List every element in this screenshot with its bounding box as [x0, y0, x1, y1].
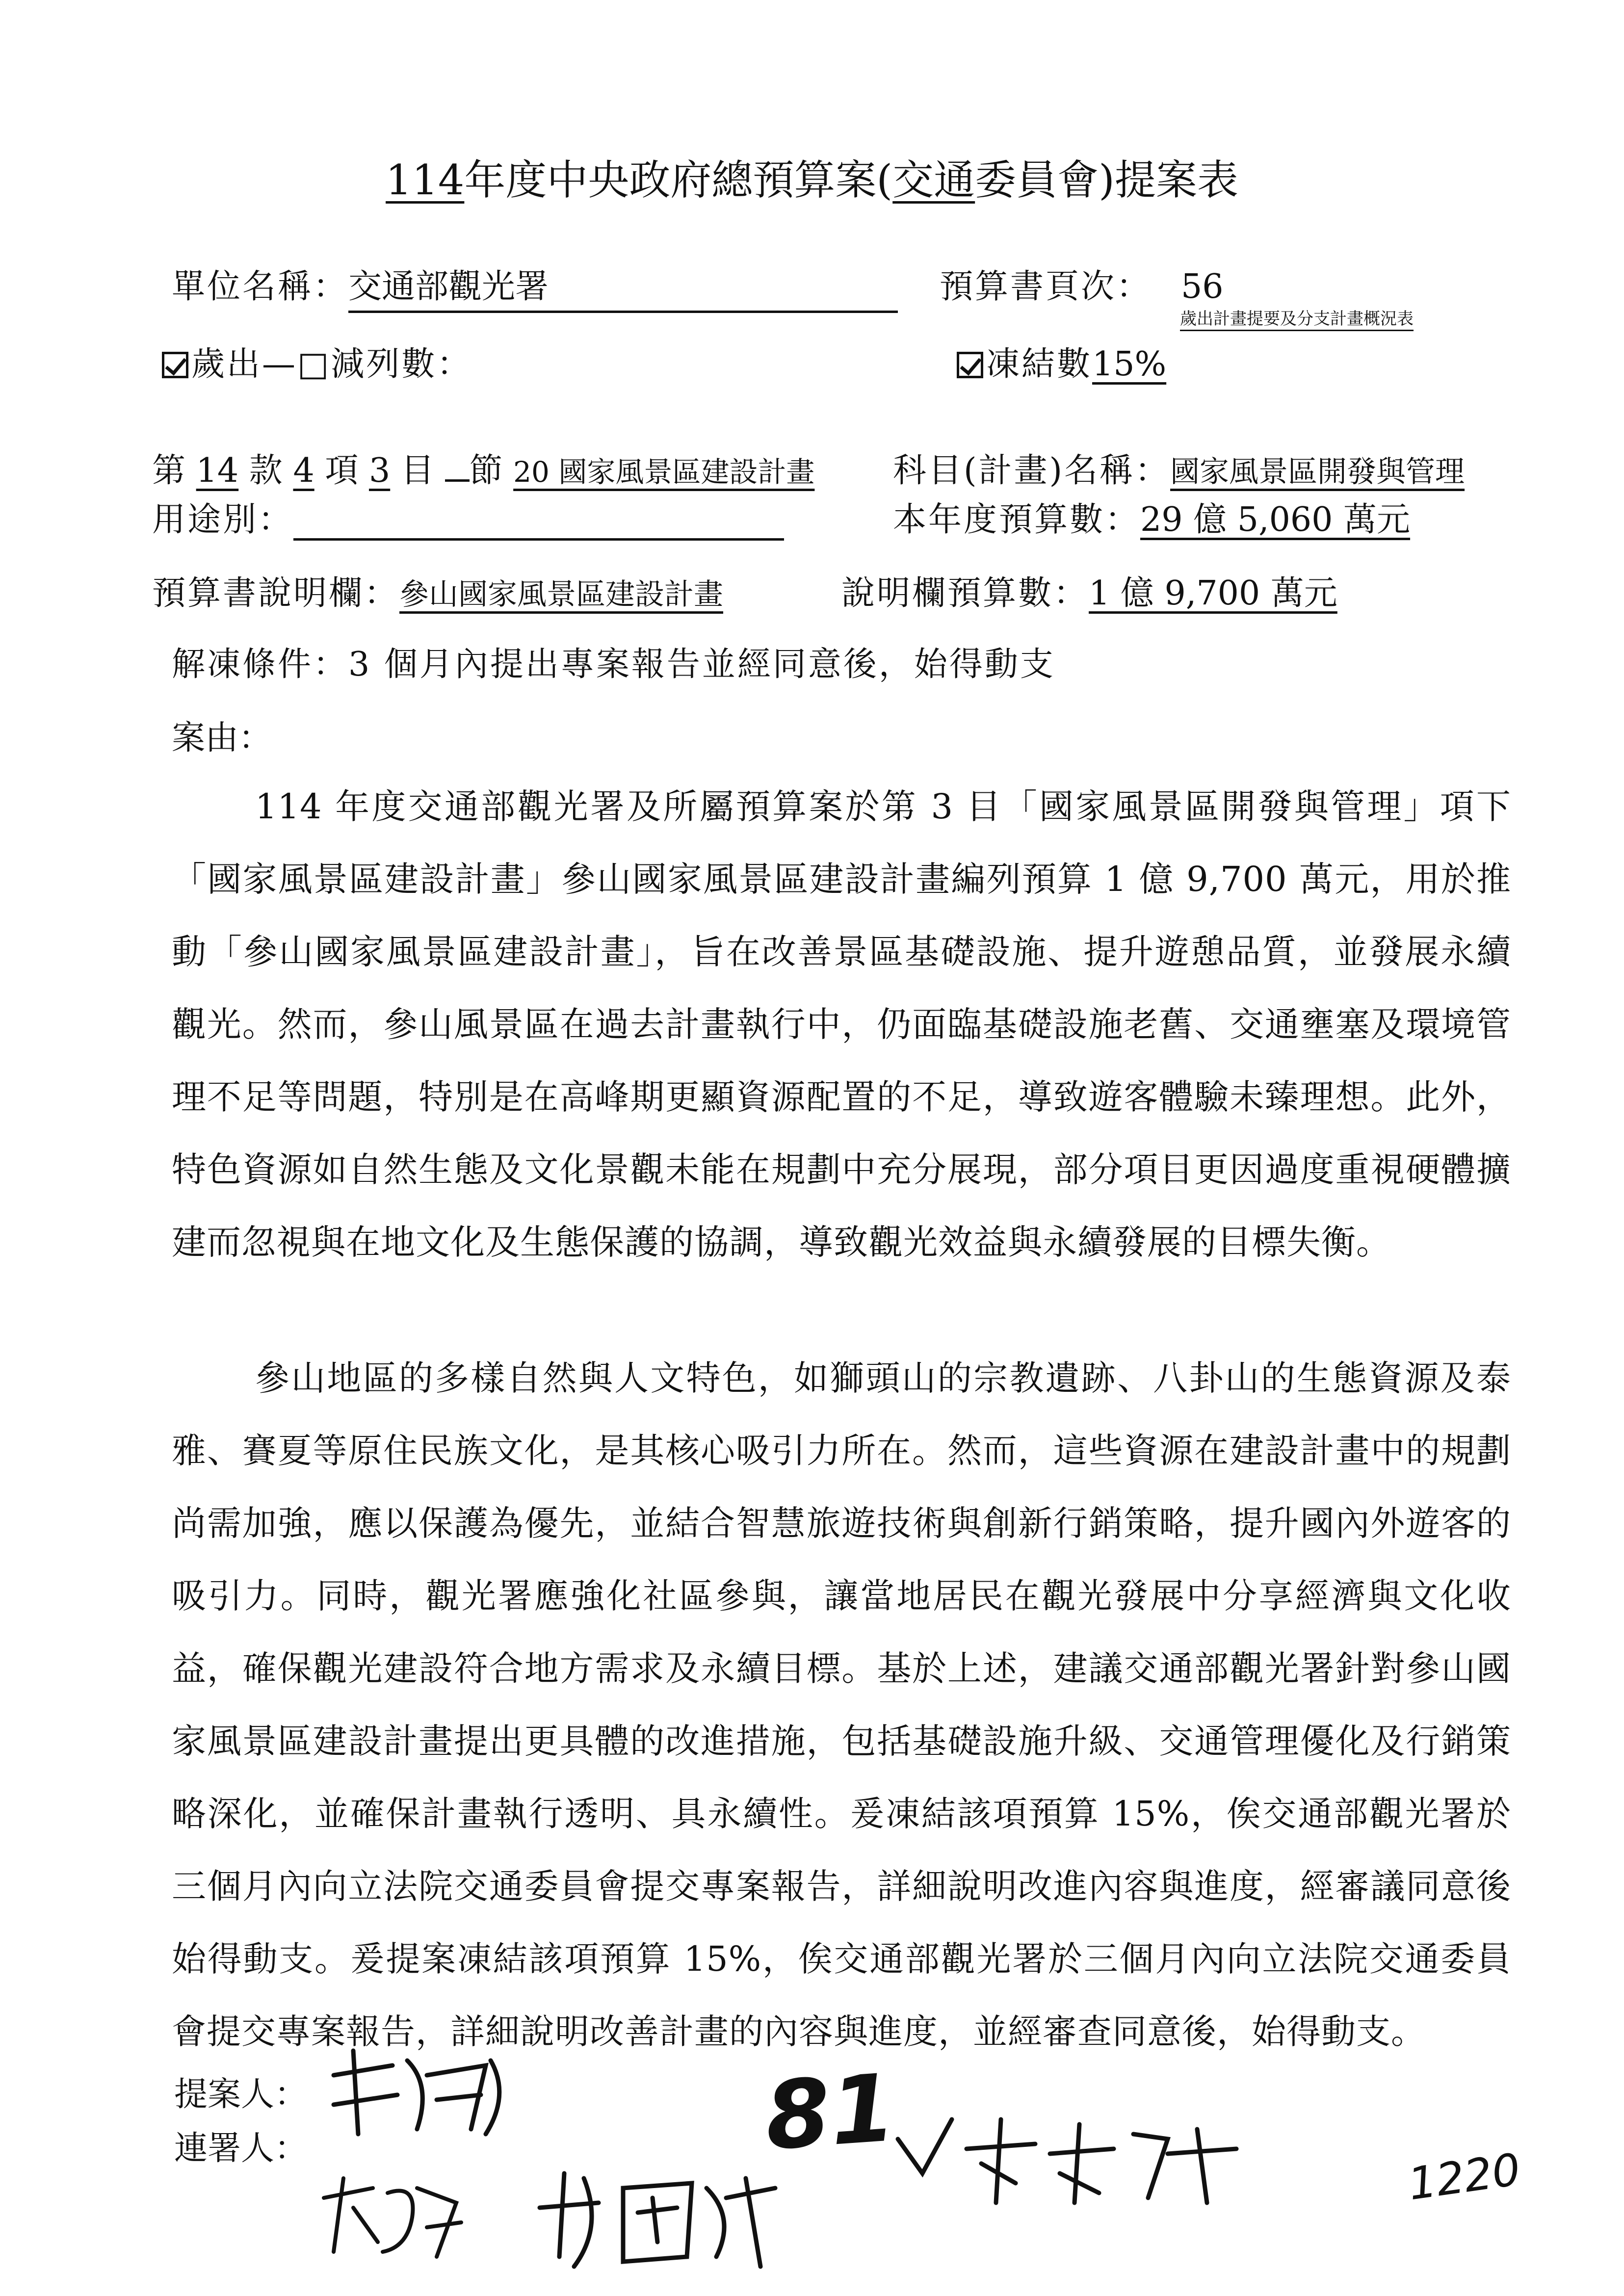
- proposer-signature: [324, 2046, 520, 2144]
- title-text-pre: 年度中央政府總預算案(: [464, 156, 893, 204]
- cosigner-signature-2: [530, 2159, 785, 2276]
- form-title: [0, 147, 1624, 207]
- usage-blank: [293, 505, 784, 541]
- page-note: 1220: [1405, 2143, 1524, 2211]
- section-mu-label: 目: [400, 451, 434, 490]
- explain-budget-label: 說明欄預算數：: [841, 574, 1089, 613]
- annual-budget-field: [893, 493, 1410, 541]
- section-xiang: 4: [293, 451, 314, 490]
- explain-budget-field: [841, 567, 1337, 614]
- section-jie-value: 20 國家風景區建設計畫: [513, 455, 815, 489]
- subject-label: 科目(計畫)名稱：: [893, 451, 1171, 490]
- title-year: 114: [386, 156, 465, 204]
- usage-label: 用途別：: [152, 500, 294, 539]
- section-kuan: 14: [196, 451, 239, 490]
- budget-page-label: 預算書頁次：: [940, 267, 1152, 306]
- subject-field: [893, 444, 1465, 492]
- annual-budget-value: 29 億 5,060 萬元: [1140, 500, 1411, 539]
- unit-value: 交通部觀光署: [348, 260, 898, 313]
- cosigner-signature-1: [314, 2168, 471, 2267]
- subject-value: 國家風景區開發與管理: [1170, 455, 1465, 489]
- unfreeze-field: [172, 638, 1055, 685]
- title-text-post: 委員會)提案表: [975, 156, 1238, 204]
- budget-page-field: [940, 260, 1224, 308]
- reduction-label: 歲出—□減列數：: [191, 345, 472, 384]
- reduction-checkbox[interactable]: [162, 352, 188, 378]
- unfreeze-label: 解凍條件：: [172, 645, 349, 684]
- usage-field: [152, 493, 784, 541]
- cosigner-signature-3: [893, 2110, 1246, 2208]
- budget-page-value: 56: [1181, 267, 1224, 306]
- section-jie-label: 節: [469, 451, 503, 490]
- freeze-label: 凍結數: [986, 345, 1093, 384]
- explain-field: [152, 567, 723, 614]
- title-committee: 交通: [892, 156, 975, 204]
- explain-label: 預算書說明欄：: [152, 574, 400, 613]
- proposer-label: 提案人：: [174, 2075, 308, 2114]
- annual-budget-label: 本年度預算數：: [893, 500, 1141, 539]
- handwritten-number: 81: [761, 2054, 899, 2171]
- case-label: 案由：: [172, 719, 272, 757]
- section-blank: [445, 476, 470, 482]
- budget-page-note-text: 歲出計畫提要及分支計畫概況表: [1180, 309, 1414, 331]
- section-xiang-label: 項: [325, 451, 359, 490]
- unit-label: 單位名稱：: [172, 267, 349, 306]
- explain-value: 參山國家風景區建設計畫: [399, 577, 724, 612]
- section-prefix: 第: [152, 451, 186, 490]
- section-mu: 3: [368, 451, 391, 490]
- freeze-field: [957, 338, 1166, 385]
- freeze-checkbox[interactable]: [957, 352, 983, 378]
- unfreeze-value: 3 個月內提出專案報告並經同意後，始得動支: [348, 645, 1055, 684]
- explain-budget-value: 1 億 9,700 萬元: [1089, 574, 1337, 613]
- reduction-field: [162, 338, 472, 385]
- section-kuan-label: 款: [249, 451, 283, 490]
- cosigner-label: 連署人：: [174, 2129, 308, 2168]
- case-paragraph-1: 114 年度交通部觀光署及所屬預算案於第 3 目「國家風景區開發與管理」項下「國家風景區建設計畫」參山國家風景區建設計畫編列預算 1 億 9,700 萬元，用於推動「參山國家風景區建設計畫」，旨在改善景區基礎設施、提升遊憩品質，並發展永續觀光。然而，參山風景區在過去計畫執行中，仍面臨基礎設施老舊、交通壅塞及環境管理不足等問題，特別是在高峰期更顯資源配置的不足，導致遊客體驗未臻理想。此外，特色資源如自然生態及文化景觀未能在規劃中充分展現，部分項目更因過度重視硬體擴建而忽視與在地文化及生態保護的協調，導致觀光效益與永續發展的目標失衡。: [172, 786, 1511, 1262]
- unit-field: [172, 260, 898, 313]
- budget-page-note: [1180, 305, 1414, 329]
- section-field: [152, 444, 814, 492]
- case-paragraph-2: 參山地區的多樣自然與人文特色，如獅頭山的宗教遺跡、八卦山的生態資源及泰雅、賽夏等原住民族文化，是其核心吸引力所在。然而，這些資源在建設計畫中的規劃尚需加強，應以保護為優先，並結合智慧旅遊技術與創新行銷策略，提升國內外遊客的吸引力。同時，觀光署應強化社區參與，讓當地居民在觀光發展中分享經濟與文化收益，確保觀光建設符合地方需求及永續目標。基於上述，建議交通部觀光署針對參山國家風景區建設計畫提出更具體的改進措施，包括基礎設施升級、交通管理優化及行銷策略深化，並確保計畫執行透明、具永續性。爰凍結該項預算 15%，俟交通部觀光署於三個月內向立法院交通委員會提交專案報告，詳細說明改進內容與進度，經審議同意後始得動支。爰提案凍結該項預算 15%，俟交通部觀光署於三個月內向立法院交通委員會提交專案報告，詳細說明改善計畫的內容與進度，並經審查同意後，始得動支。: [172, 1358, 1511, 2052]
- freeze-value: 15%: [1092, 345, 1167, 384]
